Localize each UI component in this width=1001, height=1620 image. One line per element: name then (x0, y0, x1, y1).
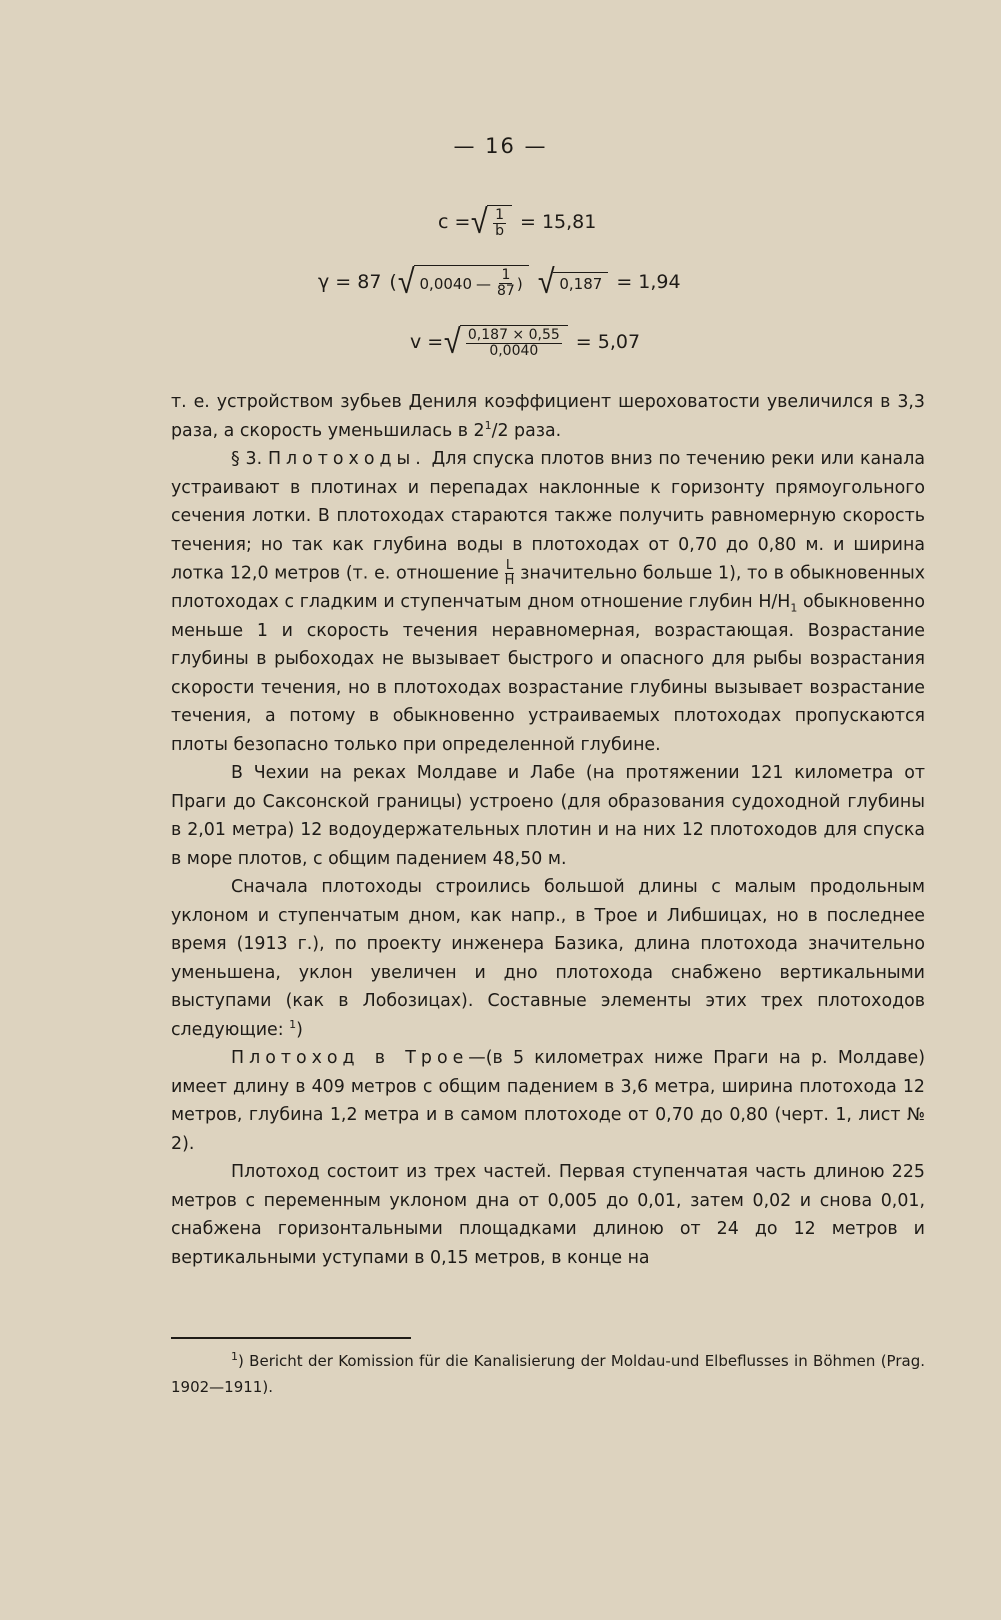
fraction-numerator: 0,187 × 0,55 (467, 326, 560, 343)
footnote-ref: 1 (289, 1017, 297, 1031)
paragraph-text: Для спуска плотов вниз по течению реки или канала устраивают в плотинах и перепадах наклонные к горизонту прямоугольного сечения лотки. В плотоходах стараются также получить равномерную скорость течения; но так как глубина воды в плотоходах от 0,70 до 0,80 м. и ширина лотка 12,0 метров (т. е. отношение (171, 449, 925, 584)
paragraph-text: обыкновенно меньше 1 и скорость течения неравномерная, возрастающая. Возрастание глубины в рыбоходах не вызывает быстрого и опасного для рыбы возрастания скорости течения, но в плотоходах возрастание глубины вызывает возрастание течения, а потому в обыкновенно устраиваемых плотоходах пропускаются плоты безопасно только при определенной глубине. (171, 592, 925, 755)
formula-c-fraction (493, 208, 506, 240)
paragraph (171, 1044, 925, 1158)
footnote-divider (171, 1337, 411, 1339)
paragraph-text: —(в 5 километрах ниже Праги на р. Молдаве) имеет длину в 409 метров с общим падением в 3,6 метра, ширина плотохода 12 метров, глубина 1,2 метра и в самом плотоходе от 0,70 до 0,80 (черт. 1, лист № 2). (171, 1048, 925, 1154)
formula-c-radicand (487, 205, 512, 240)
paragraph-text: значительно больше 1), то в обыкновенных плотоходах с гладким и ступенчатым дном отношение глубин H/H (171, 563, 925, 612)
open-paren: ( (389, 271, 397, 293)
paragraph-text: ) (296, 1019, 303, 1040)
formula-v-fraction (466, 328, 562, 360)
page-number: — 16 — (453, 134, 548, 158)
superscript: 1 (484, 418, 492, 432)
paragraph-text: раза. (508, 420, 562, 441)
section-heading: Плотоходы. (267, 449, 426, 469)
section-number: § 3. (231, 449, 263, 469)
footnote-body: Bericht der Komission für die Kanalisierung der Moldau-und Elbeflusses in Böhmen (Prag. 1902—1911). (171, 1352, 925, 1396)
radicand-value: 0,0040 (419, 274, 473, 293)
formula-v-radicand (460, 325, 568, 360)
formula-v-result: = 5,07 (575, 331, 641, 353)
formula-gamma-radicand-2 (553, 272, 608, 293)
body-text (171, 388, 925, 1272)
formula-gamma-fraction (495, 268, 517, 300)
close-paren: ) (516, 274, 523, 293)
formula-gamma-radicand-1 (414, 265, 529, 300)
footnote-paren: ) (238, 1352, 244, 1370)
subsection-heading: Плотоход в Трое (231, 1048, 469, 1068)
sqrt-symbol: √ (537, 262, 555, 302)
fraction-denominator: b (495, 223, 504, 239)
paragraph: В Чехии на реках Молдаве и Лабе (на протяжении 121 километра от Праги до Саксонской границы) устроено (для образования судоходной глубины в 2,01 метра) 12 водоудержательных плотин и на них 12 плотоходов для спуска в море плотов, с общим падением 48,50 м. (171, 763, 925, 869)
paragraph (171, 873, 925, 1044)
sqrt-symbol: √ (397, 262, 415, 302)
formula-v (410, 322, 640, 362)
formula-gamma (318, 262, 681, 302)
fraction-numerator: 1 (501, 266, 511, 283)
formula-gamma-result: = 1,94 (616, 271, 681, 293)
footnote-text (171, 1348, 925, 1400)
fraction-numerator: L (505, 558, 514, 573)
subscript: 1 (790, 601, 798, 615)
formula-c-result: = 15,81 (520, 211, 597, 233)
paragraph-text: /2 (491, 420, 509, 441)
footnote-marker: 1 (231, 1350, 238, 1363)
sqrt-symbol: √ (471, 202, 489, 242)
formula-c-lhs: c = (438, 211, 471, 233)
formula-v-lhs: v = (410, 331, 444, 353)
minus-sign: — (476, 274, 492, 293)
paragraph: Плотоход состоит из трех частей. Первая ступенчатая часть длиною 225 метров с переменным уклоном дна от 0,005 до 0,01, затем 0,02 и снова 0,01, снабжена горизонтальными площадками длиною от 24 до 12 метров и вертикальными уступами в 0,15 метров, в конце на (171, 1162, 925, 1268)
radicand-value: 0,187 (559, 274, 603, 293)
sqrt-symbol: √ (444, 322, 461, 362)
paragraph (171, 388, 925, 445)
fraction-denominator: 87 (497, 283, 515, 299)
fraction-numerator: 1 (495, 206, 504, 223)
formula-gamma-lhs: γ = 87 (318, 271, 382, 293)
formula-c (438, 202, 596, 242)
inline-fraction (505, 559, 515, 588)
footnote (171, 1348, 925, 1400)
fraction-denominator: H (504, 573, 515, 588)
fraction-denominator: 0,0040 (489, 343, 539, 359)
paragraph-text: Сначала плотоходы строились большой длины с малым продольным уклоном и ступенчатым дном, как напр., в Трое и Либшицах, но в последнее время (1913 г.), по проекту инженера Базика, длина плотохода значительно уменьшена, уклон увеличен и дно плотохода снабжено вертикальными выступами (как в Лобозицах). Составные элементы этих трех плотоходов следующие: (171, 877, 925, 1040)
paragraph-section-3 (171, 445, 925, 759)
paragraph-text: т. е. устройством зубьев Дениля коэффициент шероховатости увеличился в 3,3 раза, а скорость уменьшилась в 2 (171, 392, 925, 441)
